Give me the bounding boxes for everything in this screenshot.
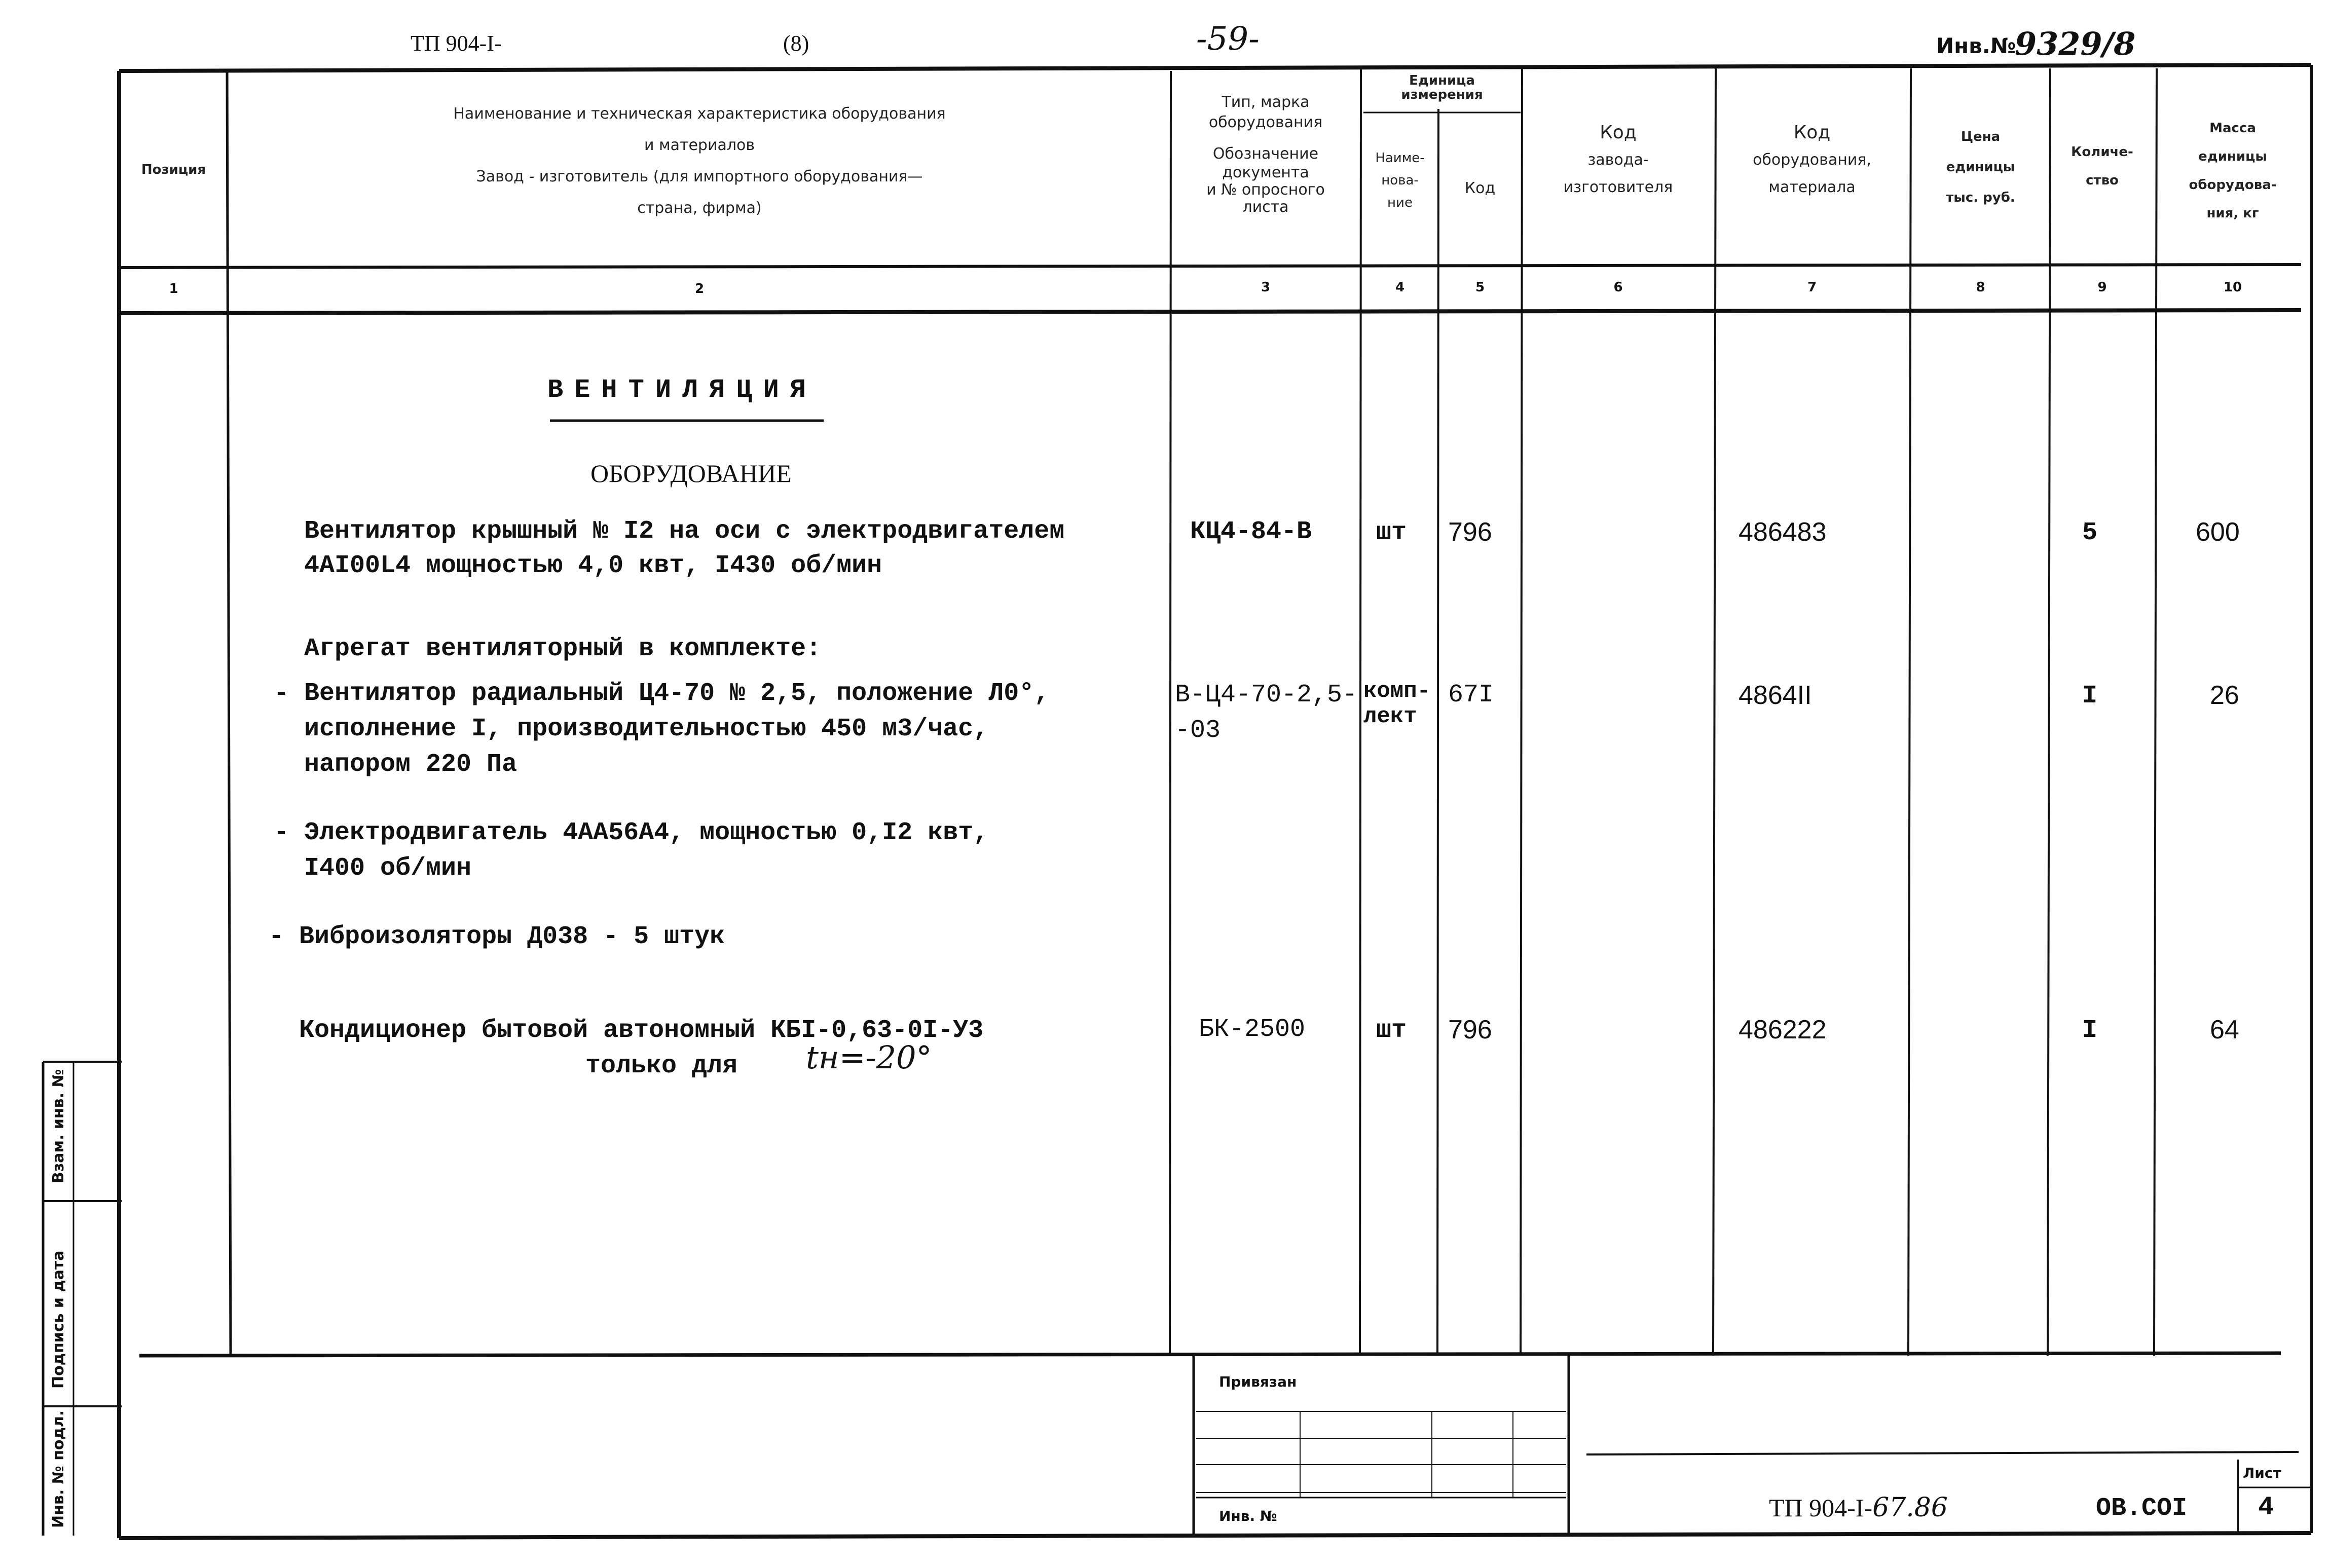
header-unit-name bbox=[1362, 147, 1437, 214]
page-number: -59- bbox=[1196, 20, 1260, 58]
stamp-sheet-label: Лист bbox=[2243, 1465, 2281, 1481]
header-type-line-4: документа bbox=[1222, 164, 1309, 181]
header-name-line-3: Завод - изготовитель (для импортного оборудования— bbox=[476, 168, 923, 185]
row2-name-line-3: напором 220 Па bbox=[304, 750, 517, 779]
column-number: 10 bbox=[2223, 280, 2242, 295]
section-title: ВЕНТИЛЯЦИЯ bbox=[547, 375, 818, 405]
header-name-line-2: и материалов bbox=[644, 136, 755, 154]
sheet-in-parens: (8) bbox=[783, 31, 809, 56]
row2-name-line-1: - Вентилятор радиальный Ц4-70 № 2,5, положение Л0°, bbox=[274, 679, 1050, 708]
header-type-line-6: листа bbox=[1242, 198, 1289, 216]
row2-name-line-2: исполнение I, производительностью 450 м3/час, bbox=[304, 715, 989, 743]
side-label-replaced-inv: Взам. инв. № bbox=[50, 1069, 67, 1183]
subsection-title: ОБОРУДОВАНИЕ bbox=[590, 459, 792, 488]
header-equipment-code-line-1: Код bbox=[1793, 122, 1831, 143]
row1-equipment-code: 486483 bbox=[1739, 517, 1827, 547]
project-code: ТП 904-I- bbox=[411, 31, 502, 56]
header-position: Позиция bbox=[141, 162, 206, 177]
row5-type: БК-2500 bbox=[1199, 1015, 1306, 1044]
header-factory-code-line-3: изготовителя bbox=[1563, 178, 1673, 196]
header-factory-code-line-2: завода- bbox=[1587, 151, 1649, 169]
column-number: 6 bbox=[1613, 280, 1623, 295]
row5-quantity: I bbox=[2082, 1016, 2098, 1045]
header-unit-title bbox=[1363, 73, 1521, 102]
stamp-mark: ОВ.СОI bbox=[2096, 1494, 2188, 1523]
header-unit-name-line-2: нова- bbox=[1381, 173, 1419, 188]
header-price-line-3: тыс. руб. bbox=[1946, 190, 2015, 205]
header-unit-title-line-1: Единица bbox=[1409, 73, 1475, 88]
side-label-original-inv: Инв. № подл. bbox=[50, 1410, 67, 1528]
stamp-inv-label: Инв. № bbox=[1219, 1508, 1277, 1524]
stamp-document-code bbox=[1769, 1492, 1948, 1523]
header-quantity-line-2: ство bbox=[2086, 173, 2119, 188]
header-name-line-1: Наименование и техническая характеристика оборудования bbox=[453, 105, 946, 123]
row1-mass: 600 bbox=[2196, 517, 2240, 547]
column-number: 8 bbox=[1976, 280, 1985, 295]
row2-type-line-1: В-Ц4-70-2,5- bbox=[1175, 681, 1358, 710]
row5-name-line-1: Кондиционер бытовой автономный КБI-0,63-0I-У3 bbox=[299, 1016, 984, 1045]
header-unit-name-line-1: Наиме- bbox=[1375, 151, 1425, 166]
header-unit-code: Код bbox=[1464, 179, 1496, 197]
header-name bbox=[231, 104, 1168, 218]
row3-name-line-2: I400 об/мин bbox=[304, 854, 472, 883]
inv-label: Инв.№ bbox=[1936, 33, 2016, 58]
header-type-line-5: и № опросного bbox=[1206, 181, 1325, 199]
row2-unit-line-1: комп- bbox=[1363, 679, 1431, 704]
header-mass bbox=[2157, 114, 2309, 228]
column-number: 4 bbox=[1395, 280, 1405, 295]
header-equipment-code-line-3: материала bbox=[1768, 178, 1856, 196]
header-unit-title-line-2: измерения bbox=[1401, 87, 1483, 102]
header-mass-line-4: ния, кг bbox=[2206, 206, 2259, 221]
row4-name-line-1: - Виброизоляторы Д038 - 5 штук bbox=[269, 922, 725, 951]
row5-handwritten-temperature: tн=-20° bbox=[806, 1039, 932, 1076]
header-equipment-code bbox=[1716, 119, 1908, 201]
row1-name-line-2: 4АI00L4 мощностью 4,0 квт, I430 об/мин bbox=[304, 551, 882, 580]
row2-mass: 26 bbox=[2210, 681, 2239, 710]
row2-equipment-code: 4864II bbox=[1739, 681, 1812, 710]
stamp-document-code-handwritten: 67.86 bbox=[1872, 1492, 1948, 1523]
row5-equipment-code: 486222 bbox=[1739, 1015, 1827, 1044]
row1-unit-code: 796 bbox=[1448, 517, 1492, 547]
header-equipment-code-line-2: оборудования, bbox=[1753, 151, 1871, 169]
header-mass-line-3: оборудова- bbox=[2189, 177, 2277, 193]
row5-name-line-2: только для bbox=[585, 1052, 738, 1080]
header-unit-name-line-3: ние bbox=[1387, 195, 1413, 210]
column-number: 5 bbox=[1475, 280, 1485, 295]
column-number: 3 bbox=[1261, 280, 1271, 295]
row2-type-line-2: -03 bbox=[1175, 716, 1221, 745]
header-price-line-1: Цена bbox=[1961, 129, 2001, 144]
row5-unit: шт bbox=[1376, 1016, 1407, 1045]
stamp-sheet-number: 4 bbox=[2258, 1492, 2274, 1522]
row1-unit: шт bbox=[1376, 518, 1407, 547]
row5-unit-code: 796 bbox=[1448, 1015, 1492, 1044]
header-type-line-2: оборудования bbox=[1208, 114, 1323, 131]
header-type-line-3: Обозначение bbox=[1212, 145, 1319, 163]
column-number: 1 bbox=[169, 281, 178, 296]
stamp-bound-label: Привязан bbox=[1219, 1373, 1297, 1390]
column-number: 2 bbox=[694, 281, 705, 296]
header-factory-code-line-1: Код bbox=[1600, 122, 1637, 143]
stamp-document-code-printed: ТП 904-I- bbox=[1769, 1494, 1873, 1522]
row1-type: КЦ4-84-В bbox=[1190, 517, 1312, 546]
row2-group-title: Агрегат вентиляторный в комплекте: bbox=[304, 634, 822, 663]
header-quantity bbox=[2050, 138, 2154, 195]
row2-quantity: I bbox=[2082, 682, 2098, 711]
header-type-line-1: Тип, марка bbox=[1222, 93, 1310, 111]
side-label-signature-date: Подпись и дата bbox=[50, 1250, 67, 1389]
header-quantity-line-1: Количе- bbox=[2071, 144, 2133, 160]
row5-mass: 64 bbox=[2210, 1015, 2239, 1044]
inv-value: 9329/8 bbox=[2015, 25, 2136, 62]
row3-name-line-1: - Электродвигатель 4АА56А4, мощностью 0,I2 квт, bbox=[274, 818, 989, 847]
header-type bbox=[1172, 92, 1359, 216]
header-mass-line-1: Масса bbox=[2209, 121, 2256, 136]
header-factory-code bbox=[1523, 119, 1713, 201]
column-number: 9 bbox=[2097, 280, 2107, 295]
header-price-line-2: единицы bbox=[1946, 160, 2015, 175]
row1-quantity: 5 bbox=[2082, 518, 2098, 547]
column-number: 7 bbox=[1807, 280, 1817, 295]
header-price bbox=[1911, 122, 2050, 213]
row1-name-line-1: Вентилятор крышный № I2 на оси с электродвигателем bbox=[304, 517, 1065, 546]
header-mass-line-2: единицы bbox=[2198, 149, 2267, 164]
header-name-line-4: страна, фирма) bbox=[637, 199, 762, 217]
row2-unit-code: 67I bbox=[1448, 681, 1494, 710]
row2-unit-line-2: лект bbox=[1363, 704, 1417, 729]
